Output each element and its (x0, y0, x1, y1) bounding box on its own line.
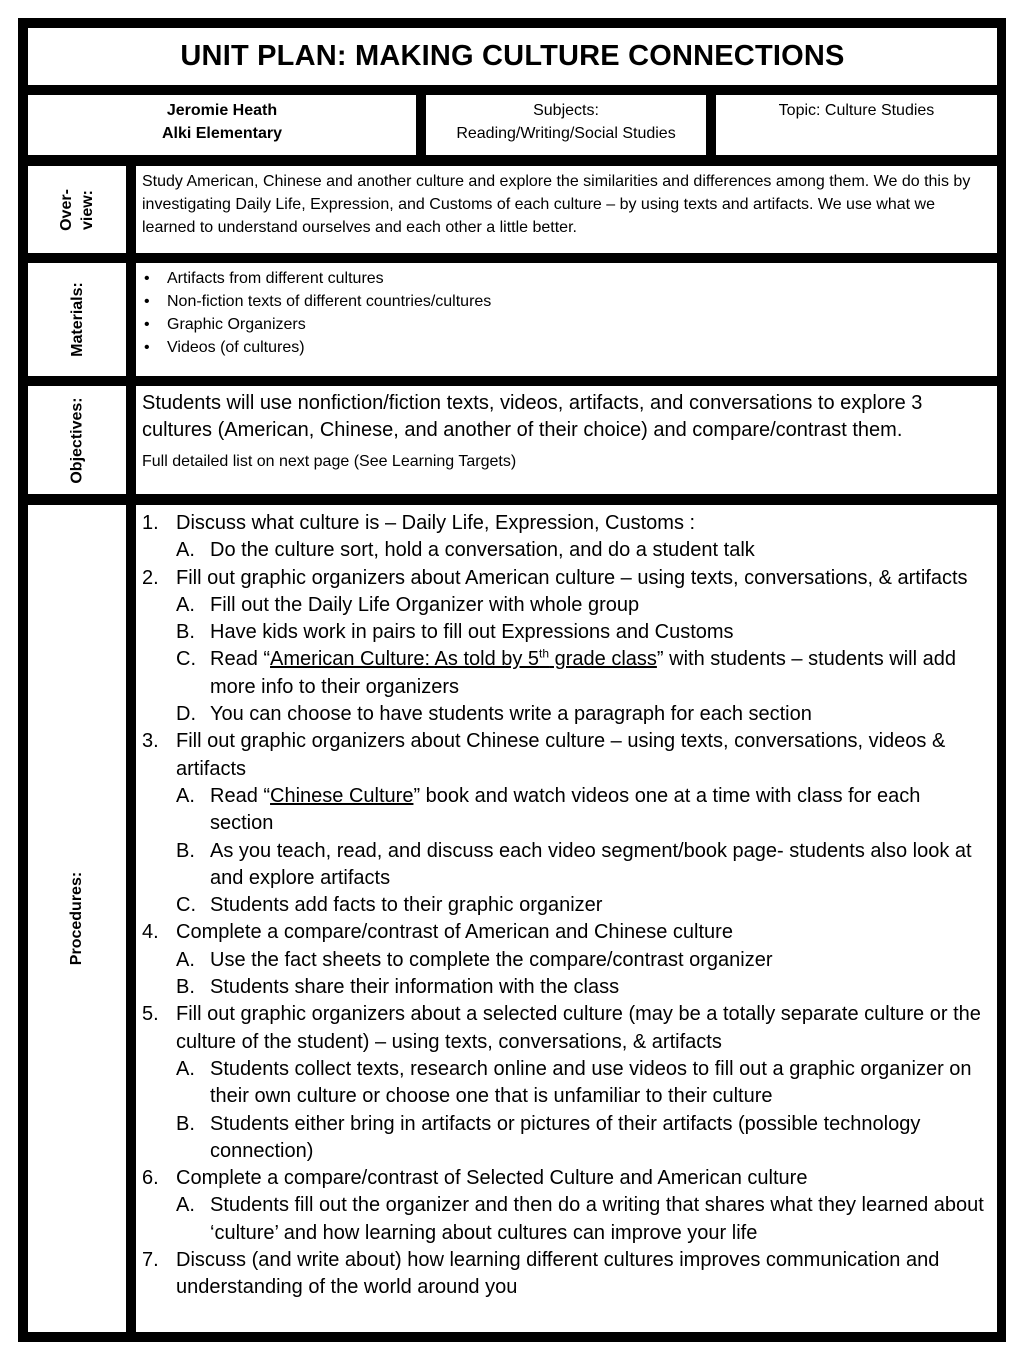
materials-label-cell (28, 263, 126, 376)
overview-text: Study American, Chinese and another culture and explore the similarities and differences among them. We do this by investigating Daily Life, Expression, and Customs of each culture – by using texts and artifacts. We use what we learned to understand ourselves and each other a little better. (142, 173, 971, 236)
book-title-american-culture: American Culture: As told by 5th grade class (270, 646, 657, 671)
school-name: Alki Elementary (161, 125, 283, 142)
list-item: • Non-fiction texts of different countries/cultures (142, 290, 989, 313)
overview-cell (136, 166, 997, 253)
materials-list (142, 267, 989, 359)
list-item: • Videos (of cultures) (142, 336, 989, 359)
topic-text: Topic: Culture Studies (778, 102, 935, 119)
page-title: UNIT PLAN: MAKING CULTURE CONNECTIONS (28, 28, 997, 85)
procedure-substep: B. As you teach, read, and discuss each video segment/book page- students also look at and explore artifacts (176, 839, 972, 889)
procedure-substep: B. Students either bring in artifacts or pictures of their artifacts (possible technology connection) (176, 1112, 921, 1162)
procedure-step: 5. Fill out graphic organizers about a selected culture (may be a totally separate culture or the culture of the student) – using texts, conversations, & artifacts (142, 1003, 981, 1053)
procedures-cell (136, 505, 997, 1332)
procedure-step: 2. Fill out graphic organizers about American culture – using texts, conversations, & artifacts (142, 566, 968, 589)
procedure-substep: D. You can choose to have students write a paragraph for each section (176, 703, 812, 726)
book-title-chinese-culture: Chinese Culture (270, 784, 414, 807)
subjects-info (426, 95, 706, 155)
objectives-cell (136, 386, 997, 494)
overview-label: Over- view: (57, 188, 96, 231)
materials-cell (136, 263, 997, 376)
procedure-step: 7. Discuss (and write about) how learning different cultures improves communication and understanding of the world around you (142, 1249, 940, 1299)
procedure-substep: C. Students add facts to their graphic organizer (176, 894, 603, 917)
objectives-main: Students will use nonfiction/fiction texts, videos, artifacts, and conversations to explore 3 cultures (American, Chinese, and another of their choice) and compare/contrast them. (142, 392, 923, 442)
list-item: • Graphic Organizers (142, 313, 989, 336)
objectives-label: Objectives: (68, 396, 86, 484)
procedure-substep: A. Students fill out the organizer and then do a writing that shares what they learned about ‘culture’ and how learning about cultures can improve your life (176, 1194, 984, 1244)
objectives-note: Full detailed list on next page (See Learning Targets) (142, 452, 517, 470)
procedure-step: 6. Complete a compare/contrast of Selected Culture and American culture (142, 1167, 808, 1190)
objectives-label-cell (28, 386, 126, 494)
procedure-substep: B. Students share their information with the class (176, 976, 620, 999)
procedure-step: 4. Complete a compare/contrast of American and Chinese culture (142, 921, 733, 944)
procedure-step: 1. Discuss what culture is – Daily Life, Expression, Customs : (142, 512, 696, 534)
procedures-list (142, 510, 989, 1302)
procedure-step: 3. Fill out graphic organizers about Chinese culture – using texts, conversations, videos & artifacts (142, 730, 946, 780)
overview-label-cell (28, 166, 126, 253)
procedure-substep: A. Fill out the Daily Life Organizer with whole group (176, 593, 640, 616)
teacher-name: Jeromie Heath (166, 102, 278, 119)
procedure-substep: A. Use the fact sheets to complete the compare/contrast organizer (176, 948, 773, 971)
procedure-substep: A. Do the culture sort, hold a conversation, and do a student talk (176, 539, 755, 562)
topic-info (716, 95, 997, 155)
procedures-label: Procedures: (68, 871, 86, 966)
subjects-value: Reading/Writing/Social Studies (456, 125, 676, 142)
procedure-substep: A. Students collect texts, research online and use videos to fill out a graphic organizer on their own culture or choose one that is unfamiliar to their culture (176, 1057, 972, 1108)
teacher-info (28, 95, 416, 155)
procedure-substep: A. Read “Chinese Culture” book and watch videos one at a time with class for each section (176, 784, 921, 835)
procedures-label-cell (28, 505, 126, 1332)
subjects-label: Subjects: (533, 102, 599, 119)
list-item: • Artifacts from different cultures (142, 267, 989, 290)
procedure-substep: B. Have kids work in pairs to fill out Expressions and Customs (176, 621, 734, 644)
procedure-substep: C. Read “American Culture: As told by 5th grade class” with students – students will add more info to their organizers (176, 646, 956, 698)
materials-label: Materials: (68, 282, 86, 357)
